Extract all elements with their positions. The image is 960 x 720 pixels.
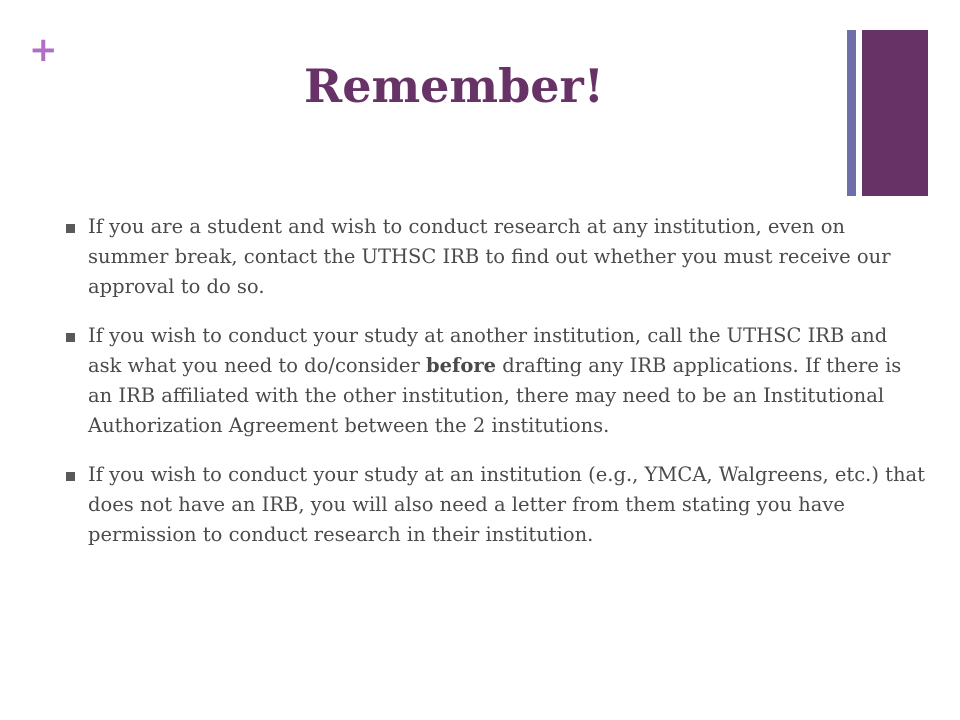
decorative-bar-thin — [847, 30, 856, 196]
bullet-text: If you are a student and wish to conduct research at any institution, even on summer break, contact the UTHSC IRB to find out whether you must receive our approval to do so. — [88, 215, 891, 298]
slide-title: Remember! — [304, 59, 604, 113]
bullet-text: If you wish to conduct your study at an institution (e.g., YMCA, Walgreens, etc.) that does not have an IRB, you will also need a letter from them stating you have permission to conduct research in their institution. — [88, 463, 926, 546]
square-bullet-icon — [66, 333, 75, 342]
bullet-text-part-1: If you wish to conduct your study at another institution, call the UTHSC IRB and ask what you need to do/consider — [88, 324, 888, 377]
bullet-text-part-2: drafting any IRB applications. If there is an IRB affiliated with the other institution, there may need to be an Institutional Authorization Agreement between the 2 institutions. — [88, 354, 902, 437]
bullet-item-no-irb-institution — [66, 460, 926, 550]
bullet-item-another-institution — [66, 321, 926, 441]
bullet-list — [66, 212, 926, 569]
bullet-item-student-research — [66, 212, 926, 302]
decorative-bar-wide — [862, 30, 928, 196]
plus-icon: + — [29, 30, 58, 70]
square-bullet-icon — [66, 224, 75, 233]
square-bullet-icon — [66, 472, 75, 481]
bullet-text-emphasis: before — [425, 354, 497, 377]
